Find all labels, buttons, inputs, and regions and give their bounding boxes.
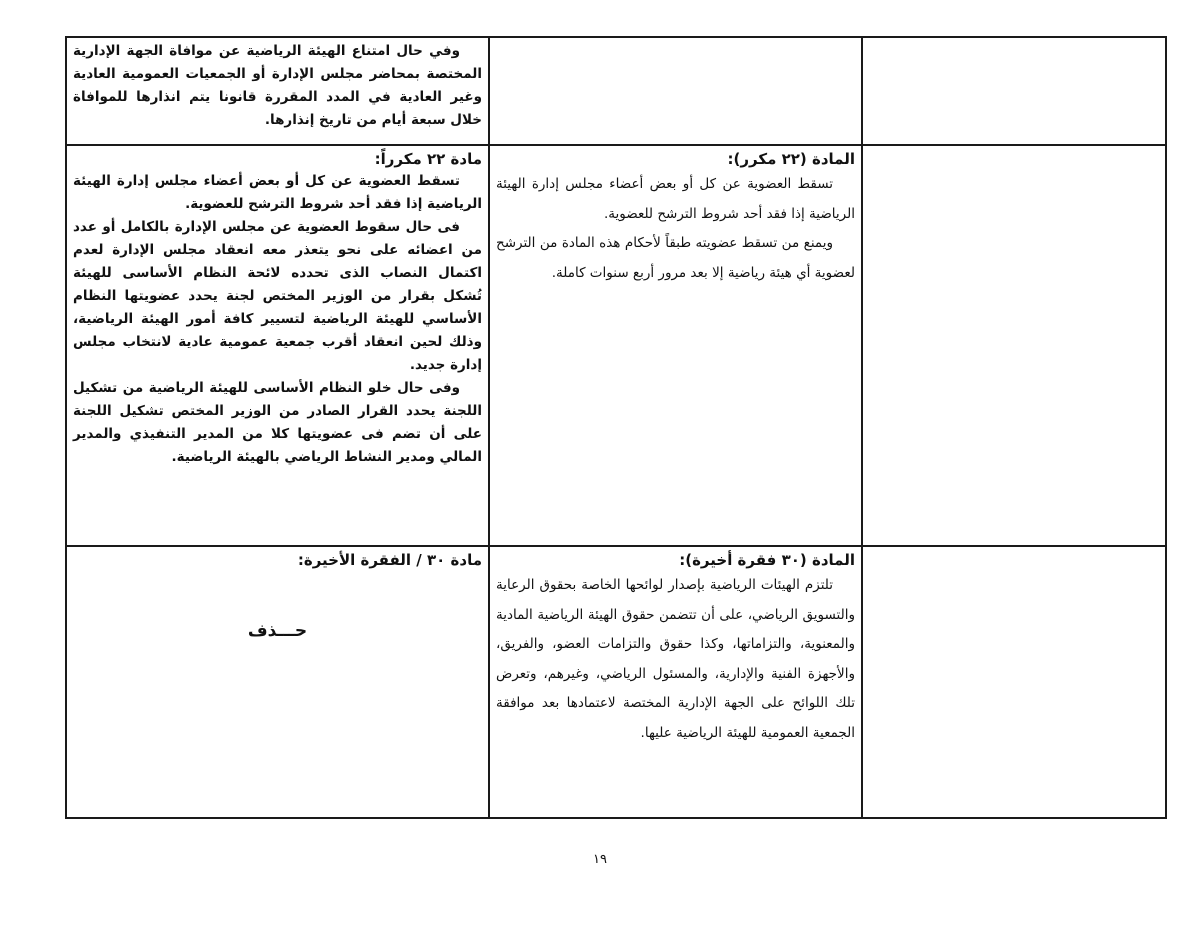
article-heading: المادة (٣٠ فقرة أخيرة): <box>679 551 855 569</box>
proposed-paragraph: فى حال سقوط العضوية عن مجلس الإدارة بالكامل أو عدد من اعضائه على نحو يتعذر معه انعقاد مجلس الإدارة لعدم اكتمال النصاب الذى تحدده لائحة النظام الأساسى للهيئة تُشكل بقرار من الوزير المختص لجنة يحدد عضويتها النظام الأساسي للهيئة الرياضية لتسيير كافة أمور الهيئة الرياضية، وذلك لحين انعقاد أقرب جمعية عمومية عادية لانتخاب مجلس إدارة جديد. <box>73 219 482 373</box>
proposed-paragraph: تسقط العضوية عن كل أو بعض أعضاء مجلس إدارة الهيئة الرياضية إذا فقد أحد شروط الترشح للعضوية. <box>73 173 482 212</box>
proposed-text-cell <box>66 145 489 546</box>
table-row <box>66 37 1166 145</box>
current-text-cell <box>489 37 862 145</box>
notes-cell <box>862 145 1166 546</box>
article-heading: المادة (٢٢ مكرر): <box>727 150 855 168</box>
table-row <box>66 546 1166 818</box>
proposed-paragraph: وفي حال امتناع الهيئة الرياضية عن موافاة الجهة الإدارية المختصة بمحاضر مجلس الإدارة أو الجمعيات العمومية العادية وغير العادية في المدد المقررة قانونا يتم انذارها للموافاة خلال سبعة أيام من تاريخ إنذارها. <box>73 43 482 128</box>
current-paragraph: ويمنع من تسقط عضويته طبقاً لأحكام هذه المادة من الترشح لعضوية أي هيئة رياضية إلا بعد مرور أربع سنوات كاملة. <box>496 235 855 281</box>
table-row <box>66 145 1166 546</box>
current-paragraph: تسقط العضوية عن كل أو بعض أعضاء مجلس إدارة الهيئة الرياضية إذا فقد أحد شروط الترشح للعضوية. <box>496 176 855 222</box>
comparison-table <box>65 36 1167 819</box>
notes-cell <box>862 546 1166 818</box>
article-heading: مادة ٢٢ مكرراً: <box>374 150 482 168</box>
deleted-mark: حـــذف <box>247 621 308 641</box>
notes-cell <box>862 37 1166 145</box>
proposed-text-cell <box>66 37 489 145</box>
current-paragraph: تلتزم الهيئات الرياضية بإصدار لوائحها الخاصة بحقوق الرعاية والتسويق الرياضي، على أن تتضمن حقوق الهيئة الرياضية المادية والمعنوية، والتزاماتها، وكذا حقوق والتزامات العضو، والفريق، والأجهزة الفنية والإدارية، والمسئول الرياضي، وغيرهم، وتعرض تلك اللوائح على الجهة الإدارية المختصة لاعتمادها بعد موافقة الجمعية العمومية للهيئة الرياضية عليها. <box>496 577 855 741</box>
article-heading: مادة ٣٠ / الفقرة الأخيرة: <box>297 551 482 569</box>
current-text-cell <box>489 145 862 546</box>
proposed-text-cell <box>66 546 489 818</box>
page-number: ١٩ <box>593 852 607 867</box>
current-text-cell <box>489 546 862 818</box>
proposed-paragraph: وفى حال خلو النظام الأساسى للهيئة الرياضية من تشكيل اللجنة يحدد القرار الصادر من الوزير المختص تشكيل اللجنة على أن تضم فى عضويتها كلا من المدير التنفيذي والمدير المالي ومدير النشاط الرياضي بالهيئة الرياضية. <box>73 380 482 465</box>
